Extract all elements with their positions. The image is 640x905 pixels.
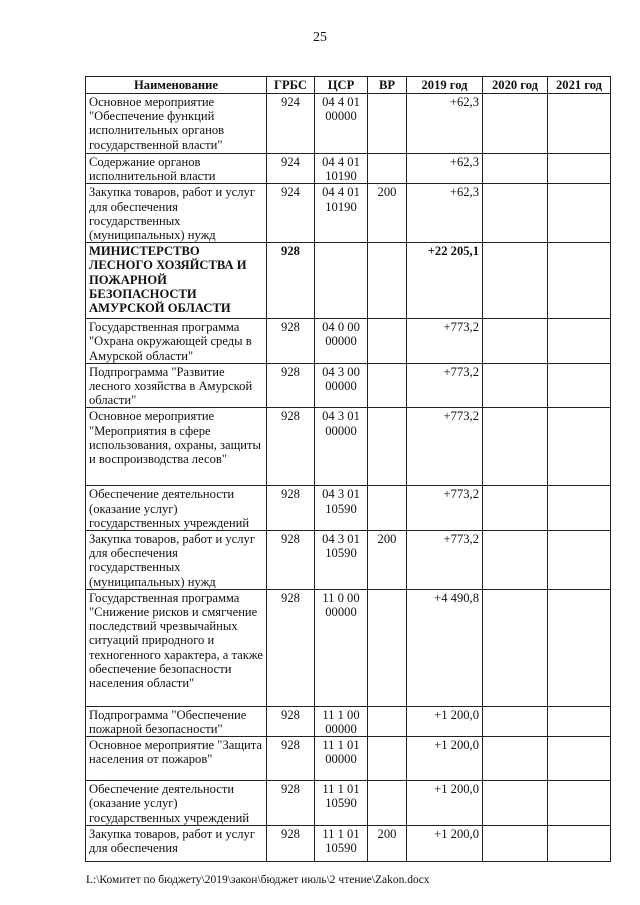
- cell-grbs: 924: [267, 94, 315, 154]
- cell-y2020: [483, 408, 548, 486]
- cell-vr: [368, 154, 407, 184]
- cell-vr: [368, 486, 407, 531]
- cell-y2020: [483, 531, 548, 590]
- table-header-row: [86, 77, 611, 94]
- cell-y2021: [548, 589, 611, 706]
- header-2019: 2019 год: [407, 77, 483, 94]
- table-row: [86, 243, 611, 319]
- cell-y2021: [548, 408, 611, 486]
- cell-vr: [368, 737, 407, 781]
- cell-grbs: 924: [267, 154, 315, 184]
- cell-grbs: 928: [267, 408, 315, 486]
- cell-y2019: +1 200,0: [407, 706, 483, 736]
- header-csr: ЦСР: [315, 77, 368, 94]
- cell-y2019: +773,2: [407, 486, 483, 531]
- cell-name: Государственная программа "Охрана окружающей среды в Амурской области": [86, 319, 267, 364]
- cell-name: Обеспечение деятельности (оказание услуг) государственных учреждений: [86, 781, 267, 826]
- cell-name: Закупка товаров, работ и услуг для обеспечения государственных (муниципальных) нужд: [86, 184, 267, 243]
- cell-grbs: 928: [267, 363, 315, 408]
- file-path-footer: L:\Комитет по бюджету\2019\закон\бюджет июль\2 чтение\Zakon.docx: [86, 874, 430, 886]
- cell-y2020: [483, 706, 548, 736]
- cell-y2021: [548, 319, 611, 364]
- cell-csr: [315, 243, 368, 319]
- cell-csr: 04 3 01 10590: [315, 531, 368, 590]
- cell-csr: 04 3 00 00000: [315, 363, 368, 408]
- cell-y2020: [483, 363, 548, 408]
- cell-vr: [368, 781, 407, 826]
- cell-y2021: [548, 737, 611, 781]
- cell-y2020: [483, 154, 548, 184]
- cell-vr: [368, 363, 407, 408]
- cell-grbs: 924: [267, 184, 315, 243]
- cell-name: Подпрограмма "Обеспечение пожарной безопасности": [86, 706, 267, 736]
- table-row: [86, 184, 611, 243]
- cell-csr: 04 4 01 10190: [315, 184, 368, 243]
- cell-name: Государственная программа "Снижение рисков и смягчение последствий чрезвычайных ситуаций природного и техногенного характера, а также обеспечение безопасности населения области": [86, 589, 267, 706]
- cell-y2020: [483, 94, 548, 154]
- cell-y2021: [548, 363, 611, 408]
- cell-y2021: [548, 184, 611, 243]
- cell-y2020: [483, 486, 548, 531]
- cell-y2021: [548, 706, 611, 736]
- cell-y2019: +773,2: [407, 408, 483, 486]
- cell-vr: [368, 319, 407, 364]
- cell-csr: 04 0 00 00000: [315, 319, 368, 364]
- cell-name: Закупка товаров, работ и услуг для обеспечения: [86, 825, 267, 861]
- cell-csr: 11 1 01 10590: [315, 825, 368, 861]
- cell-vr: 200: [368, 825, 407, 861]
- cell-y2020: [483, 737, 548, 781]
- table-row: [86, 319, 611, 364]
- cell-vr: [368, 94, 407, 154]
- cell-grbs: 928: [267, 589, 315, 706]
- table-row: [86, 706, 611, 736]
- cell-y2021: [548, 825, 611, 861]
- cell-y2021: [548, 486, 611, 531]
- header-2021: 2021 год: [548, 77, 611, 94]
- cell-name: Закупка товаров, работ и услуг для обеспечения государственных (муниципальных) нужд: [86, 531, 267, 590]
- cell-y2019: +773,2: [407, 531, 483, 590]
- cell-y2019: +62,3: [407, 154, 483, 184]
- page-number: 25: [313, 30, 327, 45]
- cell-csr: 04 4 01 10190: [315, 154, 368, 184]
- header-name: Наименование: [86, 77, 267, 94]
- header-2020: 2020 год: [483, 77, 548, 94]
- table-row: [86, 486, 611, 531]
- cell-vr: [368, 706, 407, 736]
- cell-vr: 200: [368, 184, 407, 243]
- cell-grbs: 928: [267, 486, 315, 531]
- header-grbs: ГРБС: [267, 77, 315, 94]
- cell-vr: [368, 408, 407, 486]
- cell-vr: 200: [368, 531, 407, 590]
- table-row: [86, 589, 611, 706]
- cell-y2021: [548, 243, 611, 319]
- cell-y2021: [548, 781, 611, 826]
- cell-y2019: +773,2: [407, 319, 483, 364]
- cell-y2021: [548, 154, 611, 184]
- cell-y2019: +1 200,0: [407, 825, 483, 861]
- cell-y2020: [483, 319, 548, 364]
- cell-name: Подпрограмма "Развитие лесного хозяйства в Амурской области": [86, 363, 267, 408]
- cell-grbs: 928: [267, 825, 315, 861]
- budget-table: [85, 76, 611, 862]
- header-vr: ВР: [368, 77, 407, 94]
- cell-name: Основное мероприятие "Мероприятия в сфере использования, охраны, защиты и воспроизводства лесов": [86, 408, 267, 486]
- cell-vr: [368, 589, 407, 706]
- cell-grbs: 928: [267, 781, 315, 826]
- cell-csr: 04 3 01 10590: [315, 486, 368, 531]
- cell-grbs: 928: [267, 737, 315, 781]
- cell-y2020: [483, 589, 548, 706]
- cell-name: Содержание органов исполнительной власти: [86, 154, 267, 184]
- cell-name: МИНИСТЕРСТВО ЛЕСНОГО ХОЗЯЙСТВА И ПОЖАРНОЙ БЕЗОПАСНОСТИ АМУРСКОЙ ОБЛАСТИ: [86, 243, 267, 319]
- cell-y2019: +22 205,1: [407, 243, 483, 319]
- cell-csr: 04 4 01 00000: [315, 94, 368, 154]
- cell-y2019: +1 200,0: [407, 737, 483, 781]
- table-row: [86, 825, 611, 861]
- cell-y2019: +4 490,8: [407, 589, 483, 706]
- cell-y2021: [548, 531, 611, 590]
- cell-grbs: 928: [267, 243, 315, 319]
- table-row: [86, 154, 611, 184]
- cell-csr: 11 1 00 00000: [315, 706, 368, 736]
- cell-grbs: 928: [267, 531, 315, 590]
- table-row: [86, 737, 611, 781]
- cell-name: Обеспечение деятельности (оказание услуг) государственных учреждений: [86, 486, 267, 531]
- cell-y2020: [483, 243, 548, 319]
- table-row: [86, 94, 611, 154]
- cell-grbs: 928: [267, 319, 315, 364]
- cell-y2020: [483, 781, 548, 826]
- cell-vr: [368, 243, 407, 319]
- cell-name: Основное мероприятие "Обеспечение функций исполнительных органов государственной власти": [86, 94, 267, 154]
- cell-y2019: +62,3: [407, 184, 483, 243]
- table-row: [86, 363, 611, 408]
- table-row: [86, 781, 611, 826]
- cell-y2019: +62,3: [407, 94, 483, 154]
- cell-csr: 11 1 01 10590: [315, 781, 368, 826]
- cell-name: Основное мероприятие "Защита населения от пожаров": [86, 737, 267, 781]
- cell-y2020: [483, 184, 548, 243]
- cell-csr: 04 3 01 00000: [315, 408, 368, 486]
- cell-grbs: 928: [267, 706, 315, 736]
- table-row: [86, 408, 611, 486]
- cell-y2019: +773,2: [407, 363, 483, 408]
- cell-y2019: +1 200,0: [407, 781, 483, 826]
- cell-y2021: [548, 94, 611, 154]
- cell-y2020: [483, 825, 548, 861]
- table-row: [86, 531, 611, 590]
- cell-csr: 11 1 01 00000: [315, 737, 368, 781]
- cell-csr: 11 0 00 00000: [315, 589, 368, 706]
